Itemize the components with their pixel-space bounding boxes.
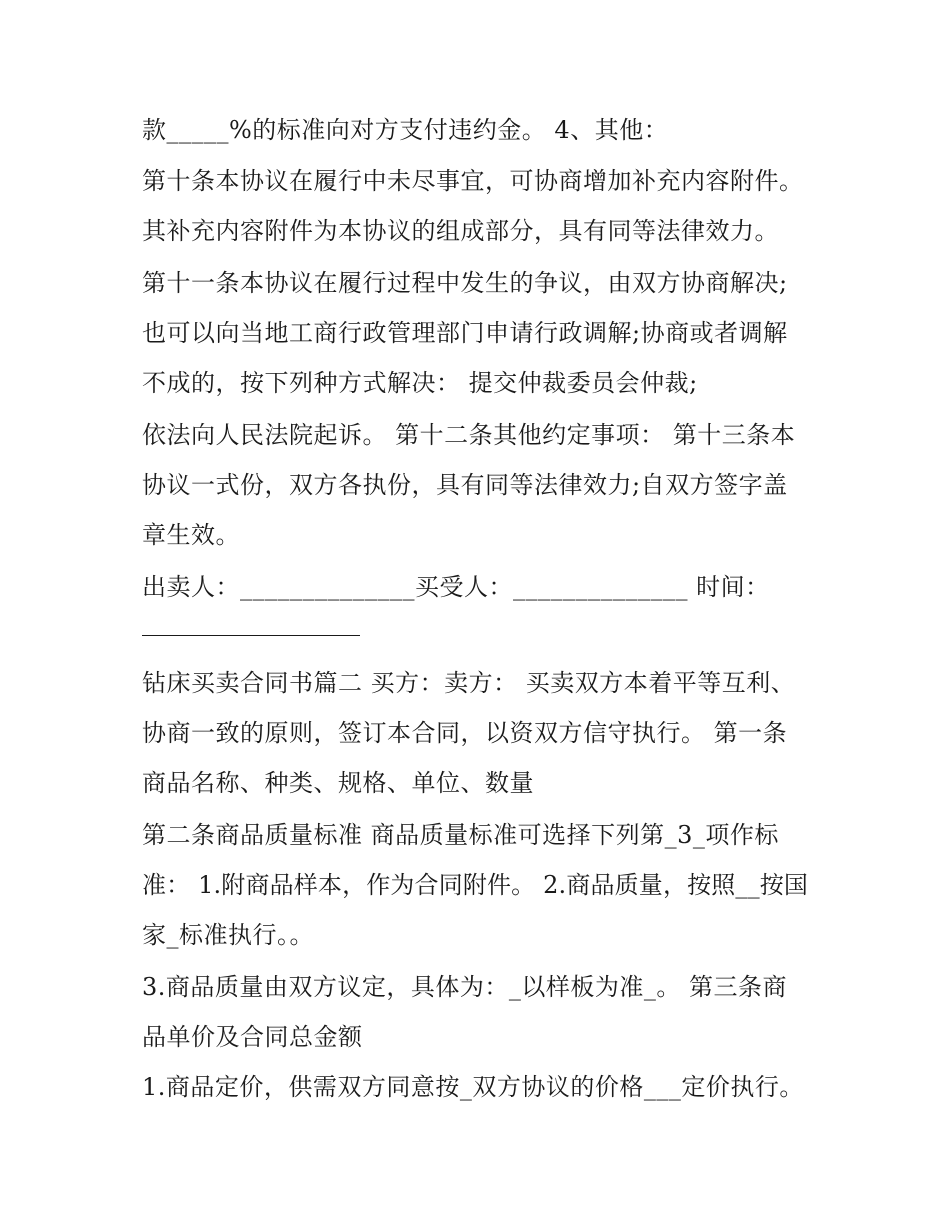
blank-underline: [142, 635, 360, 636]
text-line: 依法向人民法院起诉。 第十二条其他约定事项： 第十三条本: [142, 421, 796, 449]
text-line: 第十条本协议在履行中未尽事宜，可协商增加补充内容附件。: [142, 167, 804, 195]
text-line: 协商一致的原则，签订本合同，以资双方信守执行。 第一条: [142, 719, 788, 747]
text-line: 准： 1.附商品样本，作为合同附件。 2.商品质量，按照__按国: [142, 871, 809, 899]
text-line: 第二条商品质量标准 商品质量标准可选择下列第_3_项作标: [142, 821, 779, 849]
text-line: 也可以向当地工商行政管理部门申请行政调解;协商或者调解: [142, 319, 788, 347]
text-line: 品单价及合同总金额: [142, 1023, 363, 1051]
text-line: 家_标准执行。。: [142, 921, 314, 949]
text-line: 不成的，按下列种方式解决： 提交仲裁委员会仲裁;: [142, 369, 698, 397]
text-line: 钻床买卖合同书篇二 买方：卖方： 买卖双方本着平等互利、: [142, 669, 796, 697]
text-line: 协议一式份，双方各执份，具有同等法律效力;自双方签字盖: [142, 471, 788, 499]
text-line: 1.商品定价，供需双方同意按_双方协议的价格___定价执行。: [142, 1073, 804, 1101]
text-line: 商品名称、种类、规格、单位、数量: [142, 769, 534, 797]
text-line: 3.商品质量由双方议定，具体为：_以样板为准_。 第三条商: [142, 973, 788, 1001]
text-line: 章生效。: [142, 521, 240, 549]
signature-line: 出卖人：______________买受人：______________ 时间：: [142, 573, 770, 601]
text-line: 其补充内容附件为本协议的组成部分，具有同等法律效力。: [142, 217, 779, 245]
text-line: 款_____%的标准向对方支付违约金。 4、其他：: [142, 116, 669, 144]
text-line: 第十一条本协议在履行过程中发生的争议，由双方协商解决;: [142, 269, 788, 297]
